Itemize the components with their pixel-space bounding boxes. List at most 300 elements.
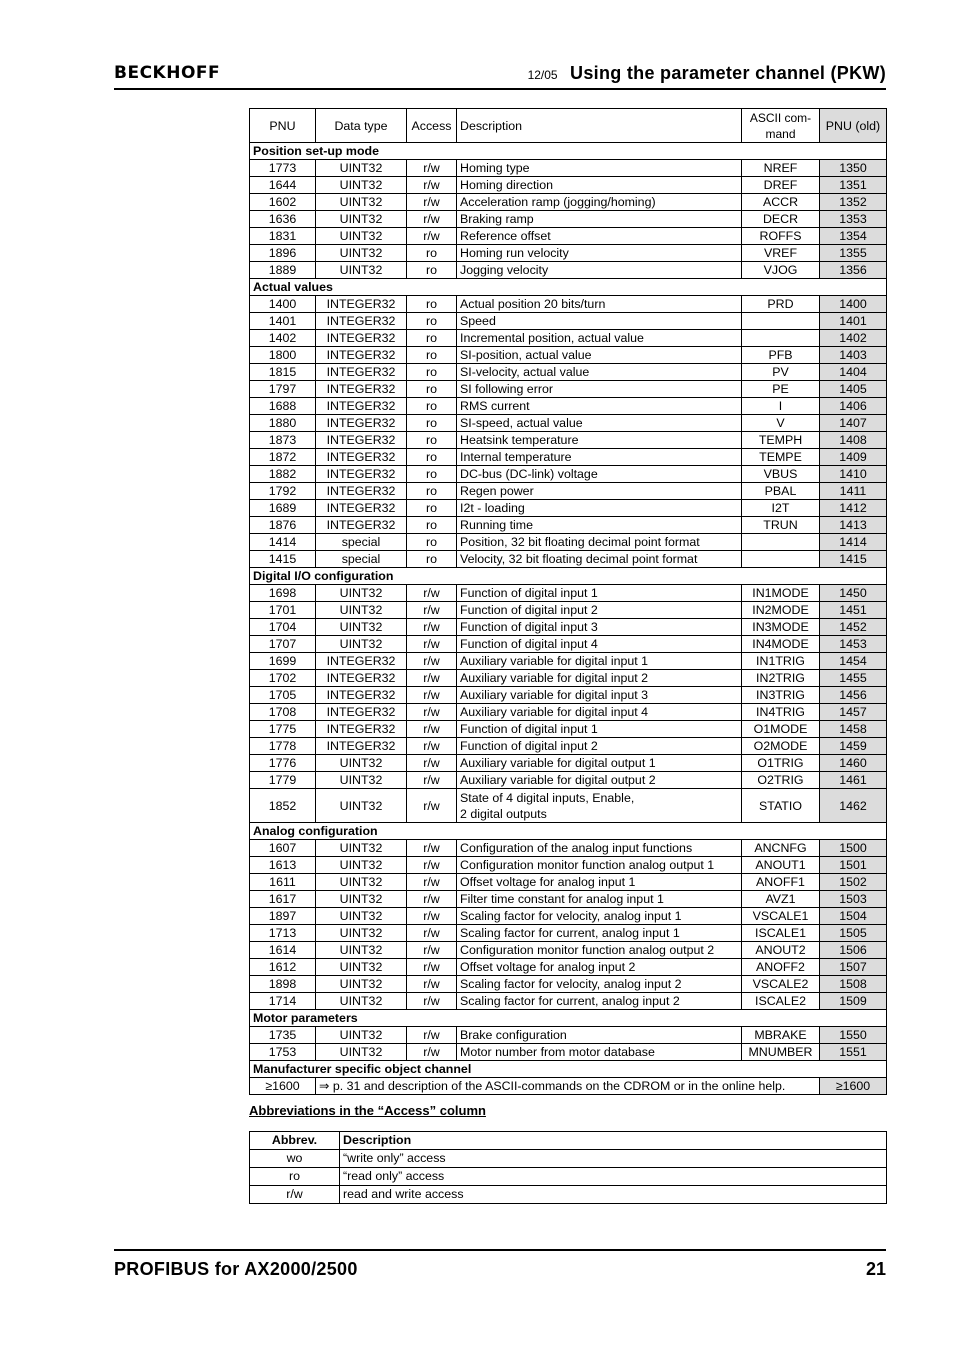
cell-pnu-old: 1455 (820, 670, 887, 687)
cell-pnu: 1614 (250, 942, 316, 959)
col-header-data-type: Data type (316, 109, 407, 143)
table-row (250, 1044, 887, 1061)
cell-ascii-command: IN1MODE (742, 585, 820, 602)
cell-description: Auxiliary variable for digital input 4 (457, 704, 742, 721)
cell-pnu: 1872 (250, 449, 316, 466)
cell-pnu-old: 1351 (820, 177, 887, 194)
cell-pnu-old: 1502 (820, 874, 887, 891)
cell-description: Regen power (457, 483, 742, 500)
cell-ascii-command: ROFFS (742, 228, 820, 245)
cell-access: r/w (407, 959, 457, 976)
section-title: Analog configuration (250, 823, 887, 840)
cell-pnu: 1401 (250, 313, 316, 330)
cell-pnu-old: 1456 (820, 687, 887, 704)
cell-pnu-old: 1350 (820, 160, 887, 177)
table-row (250, 500, 887, 517)
table-row (250, 857, 887, 874)
cell-pnu-old: 1509 (820, 993, 887, 1010)
cell-description: Motor number from motor database (457, 1044, 742, 1061)
cell-data-type: INTEGER32 (316, 670, 407, 687)
cell-description: I2t - loading (457, 500, 742, 517)
cell-pnu-old: 1462 (820, 789, 887, 823)
cell-data-type: UINT32 (316, 160, 407, 177)
cell-pnu: 1778 (250, 738, 316, 755)
cell-description: Homing type (457, 160, 742, 177)
abbr-cell-description: “read only” access (340, 1168, 887, 1186)
cell-access: ro (407, 415, 457, 432)
col-header-description: Description (457, 109, 742, 143)
cell-pnu-old: 1507 (820, 959, 887, 976)
cell-ascii-command: DREF (742, 177, 820, 194)
abbr-cell-description: “write only” access (340, 1150, 887, 1168)
section-title: Manufacturer specific object channel (250, 1061, 887, 1078)
cell-pnu-old: ≥1600 (820, 1078, 887, 1095)
cell-pnu-old: 1415 (820, 551, 887, 568)
cell-pnu-old: 1450 (820, 585, 887, 602)
cell-access: ro (407, 330, 457, 347)
cell-data-type: INTEGER32 (316, 653, 407, 670)
manufacturer-row (250, 1078, 887, 1095)
table-row (250, 721, 887, 738)
cell-pnu: 1702 (250, 670, 316, 687)
cell-pnu-old: 1452 (820, 619, 887, 636)
table-row (250, 262, 887, 279)
cell-pnu: 1612 (250, 959, 316, 976)
cell-pnu-old: 1454 (820, 653, 887, 670)
table-row (250, 959, 887, 976)
cell-description: Brake configuration (457, 1027, 742, 1044)
cell-pnu-old: 1353 (820, 211, 887, 228)
table-row (250, 398, 887, 415)
cell-pnu: 1704 (250, 619, 316, 636)
cell-description: Heatsink temperature (457, 432, 742, 449)
cell-data-type: INTEGER32 (316, 415, 407, 432)
cell-data-type: INTEGER32 (316, 381, 407, 398)
abbr-cell-description: read and write access (340, 1186, 887, 1204)
cell-ascii-command: ANOFF1 (742, 874, 820, 891)
cell-pnu: 1753 (250, 1044, 316, 1061)
cell-pnu: 1773 (250, 160, 316, 177)
cell-data-type: UINT32 (316, 245, 407, 262)
table-row (250, 534, 887, 551)
cell-ascii-command: MNUMBER (742, 1044, 820, 1061)
cell-pnu: 1414 (250, 534, 316, 551)
cell-data-type: UINT32 (316, 772, 407, 789)
cell-pnu: 1415 (250, 551, 316, 568)
cell-ascii-command: IN1TRIG (742, 653, 820, 670)
table-row (250, 772, 887, 789)
cell-access: r/w (407, 177, 457, 194)
cell-description: SI-velocity, actual value (457, 364, 742, 381)
cell-data-type: UINT32 (316, 262, 407, 279)
table-row (250, 466, 887, 483)
cell-data-type: INTEGER32 (316, 517, 407, 534)
cell-ascii-command: PBAL (742, 483, 820, 500)
cell-description: Function of digital input 4 (457, 636, 742, 653)
table-row (250, 1027, 887, 1044)
cell-pnu: 1815 (250, 364, 316, 381)
abbr-row (250, 1168, 887, 1186)
cell-pnu-old: 1453 (820, 636, 887, 653)
cell-pnu-old: 1500 (820, 840, 887, 857)
cell-ascii-command: O2TRIG (742, 772, 820, 789)
parameter-table-body (250, 143, 887, 1095)
table-row (250, 993, 887, 1010)
cell-pnu: 1897 (250, 908, 316, 925)
cell-pnu-old: 1411 (820, 483, 887, 500)
cell-description: Function of digital input 2 (457, 738, 742, 755)
cell-pnu: 1831 (250, 228, 316, 245)
cell-ascii-command: TEMPH (742, 432, 820, 449)
header-date: 12/05 (527, 68, 558, 82)
table-row (250, 976, 887, 993)
cell-pnu-old: 1508 (820, 976, 887, 993)
cell-access: r/w (407, 636, 457, 653)
cell-data-type: INTEGER32 (316, 296, 407, 313)
cell-data-type: UINT32 (316, 211, 407, 228)
cell-data-type: UINT32 (316, 891, 407, 908)
cell-pnu-old: 1506 (820, 942, 887, 959)
cell-description: Auxiliary variable for digital input 2 (457, 670, 742, 687)
cell-ascii-command: ISCALE2 (742, 993, 820, 1010)
abbreviations-heading: Abbreviations in the “Access” column (249, 1103, 486, 1118)
table-row (250, 211, 887, 228)
table-row (250, 908, 887, 925)
parameter-table (249, 108, 887, 1095)
cell-access: r/w (407, 976, 457, 993)
cell-data-type: UINT32 (316, 177, 407, 194)
cell-description: Scaling factor for velocity, analog input 1 (457, 908, 742, 925)
beckhoff-logo: BECKHOFF (114, 63, 221, 83)
cell-data-type: special (316, 551, 407, 568)
cell-description: Offset voltage for analog input 2 (457, 959, 742, 976)
cell-access: r/w (407, 721, 457, 738)
cell-data-type: UINT32 (316, 1027, 407, 1044)
cell-pnu: 1611 (250, 874, 316, 891)
col-header-ascii-command: ASCII com- mand (742, 109, 820, 143)
cell-data-type: INTEGER32 (316, 364, 407, 381)
table-row (250, 228, 887, 245)
table-row (250, 313, 887, 330)
cell-pnu: ≥1600 (250, 1078, 316, 1095)
cell-access: ro (407, 347, 457, 364)
cell-ascii-command: VSCALE1 (742, 908, 820, 925)
abbr-cell-abbrev: r/w (250, 1186, 340, 1204)
table-header-row (250, 109, 887, 143)
cell-access: r/w (407, 891, 457, 908)
header-title: Using the parameter channel (PKW) (570, 63, 886, 83)
cell-ascii-command (742, 313, 820, 330)
cell-data-type: INTEGER32 (316, 449, 407, 466)
table-row (250, 347, 887, 364)
cell-ascii-command: IN4MODE (742, 636, 820, 653)
cell-description: Speed (457, 313, 742, 330)
section-row (250, 279, 887, 296)
cell-pnu-old: 1504 (820, 908, 887, 925)
cell-pnu: 1735 (250, 1027, 316, 1044)
cell-data-type: UINT32 (316, 1044, 407, 1061)
cell-description: Auxiliary variable for digital input 1 (457, 653, 742, 670)
cell-pnu: 1613 (250, 857, 316, 874)
cell-data-type: UINT32 (316, 194, 407, 211)
cell-pnu: 1776 (250, 755, 316, 772)
cell-data-type: UINT32 (316, 840, 407, 857)
table-row (250, 891, 887, 908)
cell-pnu: 1880 (250, 415, 316, 432)
cell-access: r/w (407, 160, 457, 177)
cell-data-type: UINT32 (316, 942, 407, 959)
cell-data-type: UINT32 (316, 619, 407, 636)
cell-ascii-command: ANCNFG (742, 840, 820, 857)
cell-data-type: UINT32 (316, 228, 407, 245)
cell-access: r/w (407, 194, 457, 211)
abbr-row (250, 1186, 887, 1204)
cell-ascii-command (742, 534, 820, 551)
cell-data-type: INTEGER32 (316, 500, 407, 517)
cell-data-type: INTEGER32 (316, 721, 407, 738)
cell-ascii-command: I2T (742, 500, 820, 517)
table-row (250, 517, 887, 534)
table-row (250, 942, 887, 959)
cell-access: r/w (407, 1027, 457, 1044)
cell-pnu: 1873 (250, 432, 316, 449)
col-header-access: Access (407, 109, 457, 143)
table-row (250, 432, 887, 449)
cell-access: r/w (407, 738, 457, 755)
cell-data-type: UINT32 (316, 976, 407, 993)
cell-pnu-old: 1356 (820, 262, 887, 279)
section-row (250, 1010, 887, 1027)
cell-pnu-old: 1406 (820, 398, 887, 415)
cell-data-type: INTEGER32 (316, 313, 407, 330)
table-row (250, 296, 887, 313)
cell-access: r/w (407, 942, 457, 959)
cell-ascii-command (742, 330, 820, 347)
cell-pnu: 1797 (250, 381, 316, 398)
abbreviations-table (249, 1131, 887, 1204)
cell-data-type: INTEGER32 (316, 466, 407, 483)
cell-ascii-command: DECR (742, 211, 820, 228)
cell-access: ro (407, 551, 457, 568)
cell-description: Configuration monitor function analog output 1 (457, 857, 742, 874)
cell-ascii-command: IN2MODE (742, 602, 820, 619)
cell-pnu-old: 1408 (820, 432, 887, 449)
cell-access: r/w (407, 619, 457, 636)
cell-description: Auxiliary variable for digital input 3 (457, 687, 742, 704)
cell-pnu: 1779 (250, 772, 316, 789)
cell-data-type: UINT32 (316, 874, 407, 891)
table-row (250, 789, 887, 823)
cell-description: SI-position, actual value (457, 347, 742, 364)
cell-ascii-command: IN3MODE (742, 619, 820, 636)
cell-ascii-command: IN3TRIG (742, 687, 820, 704)
cell-ascii-command: PV (742, 364, 820, 381)
section-row (250, 568, 887, 585)
cell-ascii-command: VJOG (742, 262, 820, 279)
cell-pnu-old: 1459 (820, 738, 887, 755)
cell-description: Configuration monitor function analog output 2 (457, 942, 742, 959)
cell-ascii-command: ISCALE1 (742, 925, 820, 942)
cell-ascii-command: O1MODE (742, 721, 820, 738)
cell-pnu: 1402 (250, 330, 316, 347)
cell-access: r/w (407, 772, 457, 789)
cell-pnu: 1400 (250, 296, 316, 313)
cell-ascii-command: O1TRIG (742, 755, 820, 772)
cell-description: Filter time constant for analog input 1 (457, 891, 742, 908)
cell-access: r/w (407, 789, 457, 823)
page-footer (114, 1249, 886, 1279)
cell-description: DC-bus (DC-link) voltage (457, 466, 742, 483)
section-row (250, 1061, 887, 1078)
cell-pnu-old: 1458 (820, 721, 887, 738)
table-row (250, 670, 887, 687)
cell-pnu: 1800 (250, 347, 316, 364)
section-title: Digital I/O configuration (250, 568, 887, 585)
cell-description: Homing direction (457, 177, 742, 194)
abbr-header-row (250, 1132, 887, 1150)
section-row (250, 823, 887, 840)
cell-ascii-command: I (742, 398, 820, 415)
table-row (250, 704, 887, 721)
table-row (250, 551, 887, 568)
cell-data-type: UINT32 (316, 755, 407, 772)
cell-ascii-command: V (742, 415, 820, 432)
cell-access: ro (407, 449, 457, 466)
cell-pnu: 1705 (250, 687, 316, 704)
cell-ascii-command: STATIO (742, 789, 820, 823)
cell-data-type: INTEGER32 (316, 330, 407, 347)
cell-pnu: 1644 (250, 177, 316, 194)
cell-access: ro (407, 296, 457, 313)
cell-pnu-old: 1412 (820, 500, 887, 517)
cell-description: Actual position 20 bits/turn (457, 296, 742, 313)
cell-ascii-command: VBUS (742, 466, 820, 483)
abbr-cell-abbrev: wo (250, 1150, 340, 1168)
table-row (250, 381, 887, 398)
cell-pnu: 1708 (250, 704, 316, 721)
cell-ascii-command: ACCR (742, 194, 820, 211)
cell-description: Auxiliary variable for digital output 2 (457, 772, 742, 789)
cell-pnu: 1775 (250, 721, 316, 738)
cell-pnu-old: 1501 (820, 857, 887, 874)
cell-pnu-old: 1413 (820, 517, 887, 534)
cell-access: r/w (407, 840, 457, 857)
cell-pnu-old: 1503 (820, 891, 887, 908)
cell-pnu-old: 1461 (820, 772, 887, 789)
cell-pnu: 1852 (250, 789, 316, 823)
cell-description: Function of digital input 3 (457, 619, 742, 636)
cell-pnu-old: 1407 (820, 415, 887, 432)
cell-description: Position, 32 bit floating decimal point format (457, 534, 742, 551)
page-number: 21 (865, 1259, 886, 1279)
cell-description: Velocity, 32 bit floating decimal point format (457, 551, 742, 568)
cell-description: SI-speed, actual value (457, 415, 742, 432)
col-header-pnu: PNU (250, 109, 316, 143)
cell-data-type: INTEGER32 (316, 347, 407, 364)
cell-pnu-old: 1505 (820, 925, 887, 942)
cell-pnu: 1607 (250, 840, 316, 857)
table-row (250, 840, 887, 857)
table-row (250, 585, 887, 602)
table-row (250, 653, 887, 670)
col-header-pnu-old: PNU (old) (820, 109, 887, 143)
cell-access: ro (407, 398, 457, 415)
cell-data-type: UINT32 (316, 908, 407, 925)
cell-access: r/w (407, 585, 457, 602)
cell-access: ro (407, 517, 457, 534)
cell-description: Function of digital input 2 (457, 602, 742, 619)
table-row (250, 925, 887, 942)
table-row (250, 449, 887, 466)
cell-data-type: UINT32 (316, 602, 407, 619)
cell-ascii-command: TRUN (742, 517, 820, 534)
cell-access: ro (407, 466, 457, 483)
cell-data-type: special (316, 534, 407, 551)
cell-pnu-old: 1400 (820, 296, 887, 313)
cell-data-type: INTEGER32 (316, 704, 407, 721)
table-row (250, 364, 887, 381)
cell-pnu-old: 1414 (820, 534, 887, 551)
cell-pnu: 1882 (250, 466, 316, 483)
cell-data-type: UINT32 (316, 636, 407, 653)
cell-ascii-command: O2MODE (742, 738, 820, 755)
cell-pnu-old: 1457 (820, 704, 887, 721)
cell-description: RMS current (457, 398, 742, 415)
table-row (250, 415, 887, 432)
footer-title: PROFIBUS for AX2000/2500 (114, 1259, 358, 1279)
cell-access: r/w (407, 857, 457, 874)
cell-pnu: 1876 (250, 517, 316, 534)
cell-ascii-command: NREF (742, 160, 820, 177)
cell-pnu: 1636 (250, 211, 316, 228)
cell-ascii-command: PE (742, 381, 820, 398)
cell-data-type: UINT32 (316, 959, 407, 976)
cell-data-type: UINT32 (316, 925, 407, 942)
cell-description: Internal temperature (457, 449, 742, 466)
cell-access: r/w (407, 687, 457, 704)
cell-access: ro (407, 262, 457, 279)
cell-data-type: INTEGER32 (316, 483, 407, 500)
abbr-col-header-description: Description (340, 1132, 887, 1150)
table-row (250, 619, 887, 636)
table-row (250, 602, 887, 619)
cell-access: ro (407, 381, 457, 398)
cell-ascii-command: VREF (742, 245, 820, 262)
cell-access: r/w (407, 670, 457, 687)
cell-pnu-old: 1551 (820, 1044, 887, 1061)
cell-pnu: 1889 (250, 262, 316, 279)
cell-ascii-command: IN4TRIG (742, 704, 820, 721)
cell-ascii-command (742, 551, 820, 568)
cell-pnu: 1602 (250, 194, 316, 211)
cell-pnu-old: 1402 (820, 330, 887, 347)
cell-description: Offset voltage for analog input 1 (457, 874, 742, 891)
cell-description: Reference offset (457, 228, 742, 245)
cell-pnu-old: 1405 (820, 381, 887, 398)
cell-description: Auxiliary variable for digital output 1 (457, 755, 742, 772)
table-row (250, 874, 887, 891)
cell-data-type: UINT32 (316, 993, 407, 1010)
cell-access: r/w (407, 653, 457, 670)
cell-pnu: 1699 (250, 653, 316, 670)
cell-description: SI following error (457, 381, 742, 398)
cell-access: r/w (407, 704, 457, 721)
cell-pnu: 1689 (250, 500, 316, 517)
cell-description: Acceleration ramp (jogging/homing) (457, 194, 742, 211)
cell-description: Scaling factor for current, analog input 2 (457, 993, 742, 1010)
cell-pnu-old: 1404 (820, 364, 887, 381)
cell-access: r/w (407, 228, 457, 245)
